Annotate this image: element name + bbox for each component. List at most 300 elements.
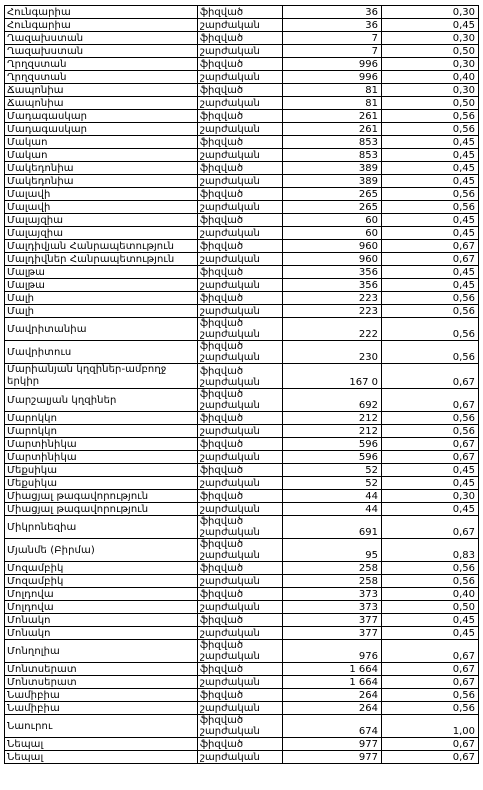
code-cell: 692 — [283, 389, 382, 412]
rate-cell: 0,67 — [382, 640, 479, 663]
table-row — [5, 702, 479, 715]
line-type-label: շարժական — [200, 175, 260, 187]
rates-table — [4, 5, 479, 764]
table-row — [5, 689, 479, 702]
line-type-cell — [198, 477, 283, 490]
line-type-label: ֆիզված — [200, 640, 244, 651]
line-type-cell — [198, 266, 283, 279]
table-row — [5, 451, 479, 464]
rate-cell: 0,56 — [382, 201, 479, 214]
line-type-label: ֆիզված — [200, 588, 244, 600]
code-cell: 389 — [283, 162, 382, 175]
country-cell: Մեքսիկա — [5, 464, 198, 477]
country-cell: Միացյալ թագավորություն — [5, 490, 198, 503]
country-cell: Միացյալ թագավորություն — [5, 503, 198, 516]
rate-cell: 0,50 — [382, 45, 479, 58]
table-row — [5, 614, 479, 627]
line-type-label: շարժական — [200, 702, 260, 714]
line-type-cell — [198, 84, 283, 97]
country-cell: Ղազախստան — [5, 45, 198, 58]
country-cell: Նաուրու — [5, 715, 198, 738]
code-cell: 223 — [283, 292, 382, 305]
country-cell: Մեքսիկա — [5, 477, 198, 490]
rate-cell: 0,67 — [382, 738, 479, 751]
rate-cell: 0,56 — [382, 188, 479, 201]
line-type-cell — [198, 201, 283, 214]
line-type-label: ֆիզված — [200, 389, 244, 400]
country-cell: Մոնտսերատ — [5, 663, 198, 676]
rate-cell: 0,45 — [382, 149, 479, 162]
rate-cell: 0,30 — [382, 84, 479, 97]
table-row — [5, 588, 479, 601]
rate-cell: 0,45 — [382, 279, 479, 292]
rate-cell: 0,56 — [382, 575, 479, 588]
code-cell: 373 — [283, 588, 382, 601]
table-row — [5, 253, 479, 266]
country-cell: Ղրղզստան — [5, 71, 198, 84]
line-type-cell — [198, 425, 283, 438]
line-type-label: շարժական — [200, 651, 260, 662]
country-cell: Մոզամբիկ — [5, 575, 198, 588]
country-cell: Մարտինիկա — [5, 438, 198, 451]
line-type-label: շարժական — [200, 400, 260, 411]
rate-cell: 0,67 — [382, 364, 479, 389]
rate-cell: 0,56 — [382, 689, 479, 702]
line-type-cell — [198, 451, 283, 464]
code-cell: 691 — [283, 516, 382, 539]
line-type-label: շարժական — [200, 19, 260, 31]
code-cell: 7 — [283, 32, 382, 45]
rate-cell: 0,56 — [382, 562, 479, 575]
table-row — [5, 341, 479, 364]
line-type-label: ֆիզված — [200, 188, 244, 200]
code-cell: 36 — [283, 6, 382, 19]
code-cell: 977 — [283, 751, 382, 764]
country-cell: Ճապոնիա — [5, 84, 198, 97]
code-cell: 356 — [283, 279, 382, 292]
country-cell: Մավրիտանիա — [5, 318, 198, 341]
table-row — [5, 425, 479, 438]
line-type-label: շարժական — [200, 503, 260, 515]
table-row — [5, 389, 479, 412]
line-type-cell — [198, 364, 283, 389]
table-row — [5, 663, 479, 676]
line-type-label: ֆիզված — [200, 32, 244, 44]
line-type-label: ֆիզված — [200, 6, 244, 18]
line-type-cell — [198, 715, 283, 738]
line-type-label: շարժական — [200, 676, 260, 688]
rate-cell: 0,67 — [382, 253, 479, 266]
line-type-cell — [198, 19, 283, 32]
code-cell: 596 — [283, 438, 382, 451]
line-type-cell — [198, 503, 283, 516]
line-type-label: շարժական — [200, 726, 260, 737]
line-type-cell — [198, 640, 283, 663]
table-row — [5, 136, 479, 149]
table-row — [5, 240, 479, 253]
country-cell: Մավրիտուս — [5, 341, 198, 364]
line-type-cell — [198, 588, 283, 601]
code-cell: 60 — [283, 214, 382, 227]
line-type-label: շարժական — [200, 377, 260, 388]
code-cell: 356 — [283, 266, 382, 279]
line-type-cell — [198, 575, 283, 588]
code-cell: 996 — [283, 58, 382, 71]
table-row — [5, 305, 479, 318]
line-type-cell — [198, 71, 283, 84]
code-cell: 223 — [283, 305, 382, 318]
rate-cell: 0,83 — [382, 539, 479, 562]
code-cell: 674 — [283, 715, 382, 738]
line-type-cell — [198, 175, 283, 188]
line-type-label: շարժական — [200, 279, 260, 291]
table-row — [5, 438, 479, 451]
country-cell: Ճապոնիա — [5, 97, 198, 110]
line-type-label: ֆիզված — [200, 266, 244, 278]
line-type-label: ֆիզված — [200, 562, 244, 574]
country-cell: Նամիբիա — [5, 702, 198, 715]
country-cell: Մակաո — [5, 136, 198, 149]
table-row — [5, 6, 479, 19]
line-type-label: շարժական — [200, 253, 260, 265]
rate-cell: 0,30 — [382, 58, 479, 71]
country-cell: Մոլդովա — [5, 601, 198, 614]
line-type-cell — [198, 162, 283, 175]
rate-cell: 0,67 — [382, 751, 479, 764]
code-cell: 60 — [283, 227, 382, 240]
country-cell: Մոնակո — [5, 627, 198, 640]
code-cell: 212 — [283, 412, 382, 425]
table-row — [5, 751, 479, 764]
line-type-cell — [198, 614, 283, 627]
code-cell: 261 — [283, 110, 382, 123]
code-cell: 389 — [283, 175, 382, 188]
code-cell: 44 — [283, 490, 382, 503]
country-cell: Ղրղզստան — [5, 58, 198, 71]
country-cell: Նեպալ — [5, 751, 198, 764]
code-cell: 258 — [283, 562, 382, 575]
line-type-label: շարժական — [200, 527, 260, 538]
code-cell: 996 — [283, 71, 382, 84]
rate-cell: 0,50 — [382, 601, 479, 614]
rate-cell: 0,67 — [382, 438, 479, 451]
line-type-cell — [198, 751, 283, 764]
line-type-label: շարժական — [200, 329, 260, 340]
table-row — [5, 477, 479, 490]
line-type-cell — [198, 663, 283, 676]
table-row — [5, 601, 479, 614]
rate-cell: 0,50 — [382, 97, 479, 110]
line-type-cell — [198, 58, 283, 71]
rate-cell: 0,56 — [382, 702, 479, 715]
code-cell: 230 — [283, 341, 382, 364]
rate-cell: 0,45 — [382, 19, 479, 32]
line-type-cell — [198, 123, 283, 136]
table-row — [5, 32, 479, 45]
line-type-label: ֆիզված — [200, 614, 244, 626]
rate-cell: 0,45 — [382, 162, 479, 175]
country-cell: Մալդիվյան Հանրապետություն — [5, 240, 198, 253]
country-cell: Մալդիվներ Հանրապետություն — [5, 253, 198, 266]
table-row — [5, 490, 479, 503]
table-row — [5, 503, 479, 516]
rate-cell: 0,45 — [382, 627, 479, 640]
line-type-cell — [198, 136, 283, 149]
table-row — [5, 516, 479, 539]
line-type-cell — [198, 227, 283, 240]
table-row — [5, 110, 479, 123]
line-type-label: շարժական — [200, 97, 260, 109]
code-cell: 853 — [283, 149, 382, 162]
country-cell: Մոնակո — [5, 614, 198, 627]
line-type-cell — [198, 676, 283, 689]
country-cell: Հունգարիա — [5, 19, 198, 32]
line-type-cell — [198, 689, 283, 702]
country-cell: Մալավի — [5, 188, 198, 201]
line-type-label: ֆիզված — [200, 292, 244, 304]
table-row — [5, 45, 479, 58]
rate-cell: 0,45 — [382, 175, 479, 188]
line-type-label: շարժական — [200, 305, 260, 317]
country-cell: Նեպալ — [5, 738, 198, 751]
rate-cell: 0,67 — [382, 676, 479, 689]
line-type-label: շարժական — [200, 627, 260, 639]
line-type-cell — [198, 341, 283, 364]
country-cell: Միկրոնեզիա — [5, 516, 198, 539]
rate-cell: 0,56 — [382, 425, 479, 438]
rate-cell: 0,45 — [382, 266, 479, 279]
line-type-cell — [198, 412, 283, 425]
table-row — [5, 292, 479, 305]
table-row — [5, 84, 479, 97]
table-row — [5, 715, 479, 738]
line-type-label: շարժական — [200, 149, 260, 161]
rates-sheet — [4, 5, 483, 764]
rate-cell: 0,30 — [382, 32, 479, 45]
code-cell: 976 — [283, 640, 382, 663]
line-type-cell — [198, 253, 283, 266]
code-cell: 377 — [283, 627, 382, 640]
line-type-label: շարժական — [200, 575, 260, 587]
code-cell: 36 — [283, 19, 382, 32]
rates-table-body — [5, 6, 479, 764]
table-row — [5, 364, 479, 389]
line-type-label: ֆիզված — [200, 136, 244, 148]
country-cell: Մալի — [5, 292, 198, 305]
line-type-cell — [198, 45, 283, 58]
line-type-label: ֆիզված — [200, 715, 244, 726]
line-type-label: ֆիզված — [200, 539, 244, 550]
table-row — [5, 464, 479, 477]
code-cell: 261 — [283, 123, 382, 136]
line-type-label: շարժական — [200, 45, 260, 57]
table-row — [5, 627, 479, 640]
line-type-label: ֆիզված — [200, 318, 244, 329]
line-type-label: շարժական — [200, 352, 260, 363]
rate-cell: 0,67 — [382, 389, 479, 412]
code-cell: 853 — [283, 136, 382, 149]
code-cell: 1 664 — [283, 676, 382, 689]
line-type-cell — [198, 292, 283, 305]
line-type-label: ֆիզված — [200, 412, 244, 424]
line-type-label: շարժական — [200, 477, 260, 489]
line-type-cell — [198, 188, 283, 201]
country-cell: Մալայզիա — [5, 227, 198, 240]
code-cell: 167 0 — [283, 364, 382, 389]
table-row — [5, 676, 479, 689]
rate-cell: 0,45 — [382, 214, 479, 227]
rate-cell: 0,67 — [382, 516, 479, 539]
code-cell: 7 — [283, 45, 382, 58]
code-cell: 44 — [283, 503, 382, 516]
code-cell: 377 — [283, 614, 382, 627]
line-type-cell — [198, 702, 283, 715]
table-row — [5, 149, 479, 162]
rate-cell: 0,30 — [382, 6, 479, 19]
line-type-label: շարժական — [200, 227, 260, 239]
line-type-label: ֆիզված — [200, 84, 244, 96]
line-type-label: ֆիզված — [200, 663, 244, 675]
rate-cell: 0,56 — [382, 412, 479, 425]
line-type-label: ֆիզված — [200, 341, 244, 352]
country-cell: Մյանմե (Բիրմա) — [5, 539, 198, 562]
code-cell: 52 — [283, 464, 382, 477]
line-type-cell — [198, 149, 283, 162]
code-cell: 265 — [283, 188, 382, 201]
line-type-cell — [198, 97, 283, 110]
country-cell: Մոզամբիկ — [5, 562, 198, 575]
rate-cell: 1,00 — [382, 715, 479, 738]
code-cell: 264 — [283, 689, 382, 702]
line-type-cell — [198, 539, 283, 562]
country-cell: Մարտինիկա — [5, 451, 198, 464]
line-type-label: շարժական — [200, 425, 260, 437]
country-cell: Մարիանյան կղզիներ-ամբողջ երկիր — [5, 364, 198, 389]
line-type-label: ֆիզված — [200, 738, 244, 750]
line-type-cell — [198, 279, 283, 292]
country-cell: Մարոկկո — [5, 425, 198, 438]
country-cell: Մոնղոլիա — [5, 640, 198, 663]
rate-cell: 0,56 — [382, 123, 479, 136]
code-cell: 960 — [283, 253, 382, 266]
country-cell: Մադագասկար — [5, 110, 198, 123]
country-cell: Մադագասկար — [5, 123, 198, 136]
line-type-cell — [198, 490, 283, 503]
country-cell: Մալի — [5, 305, 198, 318]
code-cell: 81 — [283, 97, 382, 110]
country-cell: Նամիբիա — [5, 689, 198, 702]
line-type-label: շարժական — [200, 601, 260, 613]
country-cell: Ղազախստան — [5, 32, 198, 45]
line-type-label: ֆիզված — [200, 689, 244, 701]
table-row — [5, 58, 479, 71]
table-row — [5, 19, 479, 32]
line-type-label: ֆիզված — [200, 438, 244, 450]
line-type-cell — [198, 601, 283, 614]
line-type-cell — [198, 738, 283, 751]
table-row — [5, 412, 479, 425]
table-row — [5, 575, 479, 588]
table-row — [5, 175, 479, 188]
line-type-label: շարժական — [200, 123, 260, 135]
line-type-cell — [198, 32, 283, 45]
line-type-cell — [198, 438, 283, 451]
line-type-label: ֆիզված — [200, 490, 244, 502]
line-type-label: ֆիզված — [200, 464, 244, 476]
country-cell: Մոնտսերատ — [5, 676, 198, 689]
table-row — [5, 738, 479, 751]
rate-cell: 0,56 — [382, 318, 479, 341]
code-cell: 265 — [283, 201, 382, 214]
line-type-label: շարժական — [200, 550, 260, 561]
rate-cell: 0,45 — [382, 477, 479, 490]
rate-cell: 0,40 — [382, 588, 479, 601]
line-type-label: ֆիզված — [200, 214, 244, 226]
country-cell: Մարշալյան կղզիներ — [5, 389, 198, 412]
rate-cell: 0,45 — [382, 464, 479, 477]
rate-cell: 0,56 — [382, 292, 479, 305]
table-row — [5, 318, 479, 341]
table-row — [5, 201, 479, 214]
line-type-label: շարժական — [200, 451, 260, 463]
table-row — [5, 266, 479, 279]
line-type-cell — [198, 516, 283, 539]
code-cell: 264 — [283, 702, 382, 715]
rate-cell: 0,67 — [382, 663, 479, 676]
code-cell: 596 — [283, 451, 382, 464]
line-type-label: ֆիզված — [200, 366, 244, 377]
rate-cell: 0,67 — [382, 240, 479, 253]
code-cell: 81 — [283, 84, 382, 97]
rate-cell: 0,45 — [382, 227, 479, 240]
table-row — [5, 214, 479, 227]
country-cell: Մոլդովա — [5, 588, 198, 601]
rate-cell: 0,40 — [382, 71, 479, 84]
code-cell: 960 — [283, 240, 382, 253]
line-type-cell — [198, 562, 283, 575]
rate-cell: 0,45 — [382, 503, 479, 516]
line-type-label: ֆիզված — [200, 516, 244, 527]
table-row — [5, 123, 479, 136]
code-cell: 52 — [283, 477, 382, 490]
line-type-label: շարժական — [200, 751, 260, 763]
table-row — [5, 562, 479, 575]
country-cell: Մալթա — [5, 266, 198, 279]
country-cell: Մարոկկո — [5, 412, 198, 425]
line-type-cell — [198, 627, 283, 640]
table-row — [5, 640, 479, 663]
line-type-cell — [198, 6, 283, 19]
rate-cell: 0,45 — [382, 614, 479, 627]
rate-cell: 0,45 — [382, 136, 479, 149]
code-cell: 1 664 — [283, 663, 382, 676]
code-cell: 212 — [283, 425, 382, 438]
table-row — [5, 227, 479, 240]
rate-cell: 0,67 — [382, 451, 479, 464]
line-type-cell — [198, 305, 283, 318]
line-type-cell — [198, 318, 283, 341]
rate-cell: 0,56 — [382, 110, 479, 123]
code-cell: 258 — [283, 575, 382, 588]
line-type-cell — [198, 464, 283, 477]
country-cell: Մակեդոնիա — [5, 162, 198, 175]
code-cell: 977 — [283, 738, 382, 751]
line-type-label: շարժական — [200, 71, 260, 83]
code-cell: 373 — [283, 601, 382, 614]
table-row — [5, 279, 479, 292]
table-row — [5, 71, 479, 84]
table-row — [5, 97, 479, 110]
